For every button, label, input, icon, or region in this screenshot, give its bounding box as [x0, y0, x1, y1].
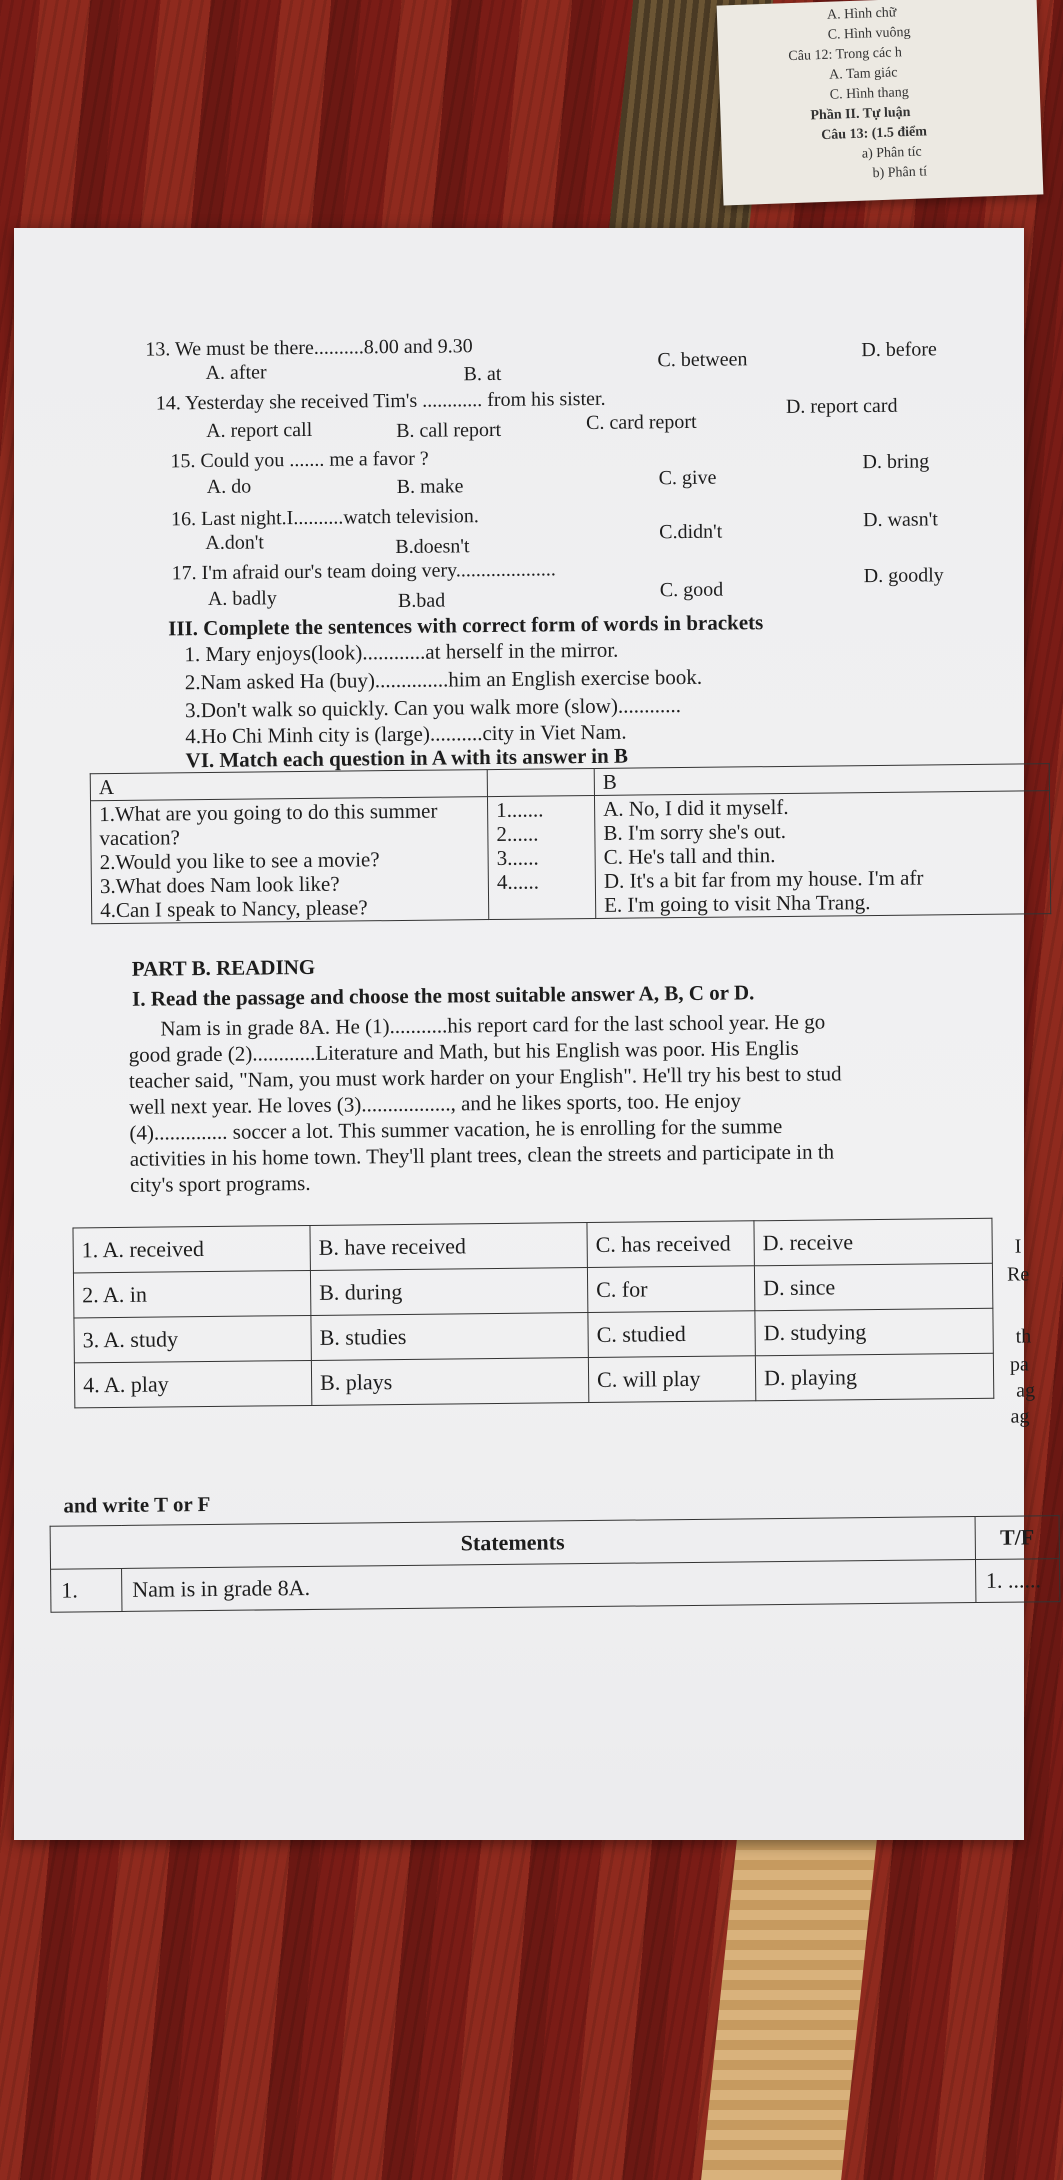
column-blank-header: [487, 768, 594, 796]
column-b-header: B: [594, 764, 1049, 796]
matching-row: [91, 791, 1051, 924]
question-15-option-b: B. make: [396, 475, 464, 499]
question-16-option-b: B.doesn't: [395, 535, 470, 559]
passage-line: teacher said, "Nam, you must work harder on your English". He'll try his best to stud: [128, 1061, 842, 1093]
question-16-option-d: D. wasn't: [862, 508, 938, 532]
cut-off-fragment: pa: [1009, 1353, 1029, 1376]
section-3-line: 3.Don't walk so quickly. Can you walk more (slow)............: [184, 693, 682, 723]
match-question: 4.Can I speak to Nancy, please?: [100, 895, 368, 923]
back-line: b) Phân tí: [872, 164, 928, 182]
back-line: A. Hình chữ: [826, 5, 897, 23]
background-worksheet: [717, 0, 1044, 206]
answer-option: C. for: [587, 1266, 754, 1313]
back-line: A. Tam giác: [828, 65, 898, 83]
answer-option: B. have received: [310, 1223, 587, 1271]
question-15-option-d: D. bring: [862, 450, 930, 474]
question-13-option-a: A. after: [205, 361, 267, 385]
answer-option: C. has received: [587, 1221, 754, 1268]
question-15-stem: 15. Could you ....... me a favor ?: [170, 447, 429, 473]
tf-header: T/F: [975, 1516, 1060, 1560]
statements-table: [50, 1515, 1061, 1613]
answer-option: 2. A. in: [73, 1270, 310, 1317]
match-blank: 4......: [496, 869, 539, 894]
answer-options-table: [72, 1218, 994, 1409]
match-questions-cell: [91, 797, 489, 924]
mat-stripe-bottom: [701, 1820, 879, 2180]
question-17-option-b: B.bad: [397, 589, 446, 612]
cut-off-fragment: Re: [1006, 1263, 1030, 1286]
passage-line: good grade (2)............Literature and Math, but his English was poor. His Englis: [128, 1035, 799, 1067]
answer-option: 3. A. study: [74, 1315, 311, 1362]
answer-option: B. during: [310, 1268, 587, 1316]
question-15-option-a: A. do: [206, 475, 252, 498]
back-line: Phần II. Tự luận: [810, 104, 911, 124]
back-line: Câu 13: (1.5 điểm: [820, 124, 928, 144]
question-16-stem: 16. Last night.I..........watch television.: [170, 505, 479, 531]
passage-line: well next year. He loves (3)................., and he likes sports, too. He enjoy: [129, 1088, 742, 1119]
passage-line: activities in his home town. They'll plant trees, clean the streets and participate in th: [129, 1139, 835, 1171]
section-3-title: III. Complete the sentences with correct form of words in brackets: [168, 610, 764, 641]
match-blank: 1.......: [495, 797, 544, 822]
question-17-stem: 17. I'm afraid our's team doing very....................: [171, 558, 556, 585]
part-b-instruction: I. Read the passage and choose the most suitable answer A, B, C or D.: [131, 980, 755, 1011]
cut-off-fragment: ag: [1016, 1379, 1036, 1402]
question-14-option-c: C. card report: [585, 410, 697, 435]
match-answer: E. I'm going to visit Nha Trang.: [603, 890, 871, 917]
answer-option: B. plays: [311, 1358, 588, 1406]
statement-number: 1.: [51, 1568, 122, 1612]
cut-off-fragment: I: [1014, 1235, 1022, 1258]
section-6-title: VI. Match each question in A with its answer in B: [185, 743, 629, 773]
match-blank: 2......: [496, 821, 539, 846]
section-3-line: 4.Ho Chi Minh city is (large)..........city in Viet Nam.: [185, 719, 627, 749]
answer-row: [74, 1353, 993, 1408]
answer-option: B. studies: [311, 1313, 588, 1361]
question-14-stem: 14. Yesterday she received Tim's ............ from his sister.: [155, 387, 606, 415]
cut-off-fragment: th: [1015, 1325, 1032, 1348]
statement-row: [51, 1559, 1060, 1613]
match-answers-cell: [594, 791, 1050, 919]
answer-option: D. playing: [755, 1353, 993, 1400]
passage-line: city's sport programs.: [129, 1170, 311, 1197]
statement-text: Nam is in grade 8A.: [122, 1560, 976, 1612]
worksheet-page: [14, 228, 1042, 1840]
match-question: 2.Would you like to see a movie?: [99, 847, 380, 875]
true-false-title: and write T or F: [63, 1492, 211, 1518]
answer-option: 1. A. received: [73, 1225, 310, 1272]
back-line: C. Hình thang: [829, 84, 909, 103]
match-blank: 3......: [496, 845, 539, 870]
answer-option: D. studying: [755, 1308, 993, 1355]
question-13-option-b: B. at: [463, 362, 502, 386]
question-13-option-c: C. between: [657, 348, 748, 372]
part-b-title: PART B. READING: [131, 954, 316, 981]
answer-option: D. since: [754, 1263, 992, 1310]
match-question: 3.What does Nam look like?: [99, 871, 340, 899]
answer-option: C. will play: [588, 1356, 755, 1403]
back-line: C. Hình vuông: [827, 24, 911, 43]
worksheet-content: [14, 217, 1041, 1839]
question-16-option-c: C.didn't: [659, 520, 723, 544]
cut-off-fragment: ag: [1010, 1405, 1030, 1428]
match-question: 1.What are you going to do this summer vacation?: [99, 798, 438, 851]
match-answer: A. No, I did it myself.: [602, 794, 789, 821]
question-13-option-d: D. before: [861, 338, 937, 362]
question-14-option-a: A. report call: [206, 418, 313, 442]
question-17-option-c: C. good: [659, 578, 724, 602]
statement-answer-blank: 1. ......: [975, 1559, 1060, 1603]
section-3-line: 1. Mary enjoys(look)............at herself in the mirror.: [184, 637, 619, 667]
question-14-option-b: B. call report: [396, 418, 502, 443]
passage-line: (4).............. soccer a lot. This summer vacation, he is enrolling for the summe: [129, 1114, 783, 1145]
answer-option: 4. A. play: [74, 1360, 311, 1407]
match-answer: B. I'm sorry she's out.: [603, 818, 787, 845]
statements-header: Statements: [50, 1517, 975, 1570]
answer-option: D. receive: [754, 1218, 992, 1265]
match-answer: C. He's tall and thin.: [603, 843, 776, 869]
question-13-stem: 13. We must be there..........8.00 and 9.30: [145, 335, 473, 361]
passage-line: Nam is in grade 8A. He (1)...........his report card for the last school year. He go: [160, 1009, 826, 1041]
question-17-option-d: D. goodly: [863, 564, 944, 588]
question-16-option-a: A.don't: [205, 531, 265, 555]
answer-option: C. studied: [588, 1311, 755, 1358]
back-line: a) Phân tíc: [861, 144, 922, 162]
question-17-option-a: A. badly: [207, 587, 277, 610]
question-15-option-c: C. give: [658, 466, 717, 490]
match-blanks-cell: [487, 795, 595, 919]
column-a-header: A: [90, 770, 487, 801]
match-answer: D. It's a bit far from my house. I'm afr: [603, 865, 924, 893]
back-line: Câu 12: Trong các h: [788, 45, 903, 65]
matching-table: [90, 763, 1052, 924]
question-14-option-d: D. report card: [785, 394, 898, 418]
section-3-line: 2.Nam asked Ha (buy)..............him an English exercise book.: [184, 664, 703, 695]
